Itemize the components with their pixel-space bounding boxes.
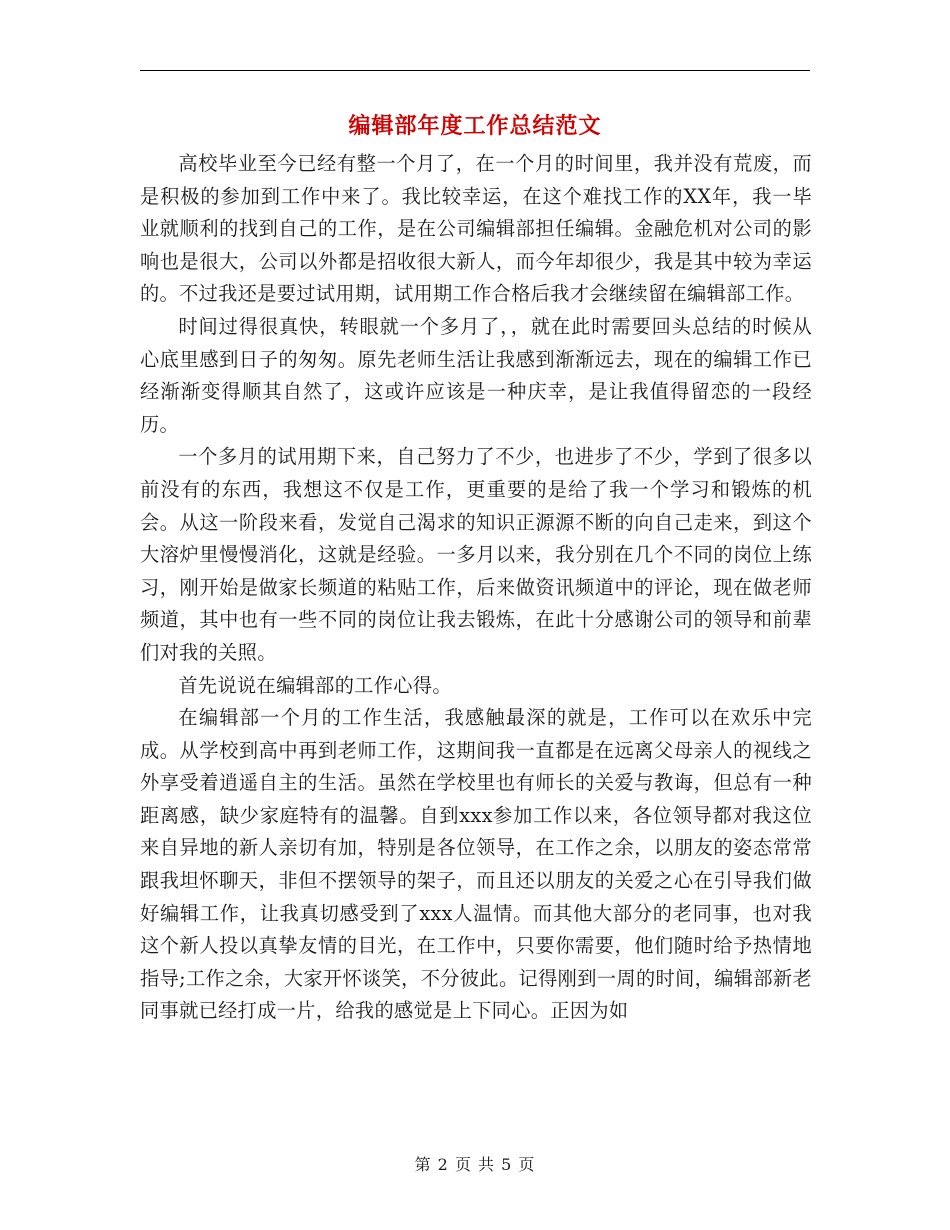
paragraph-4: 首先说说在编辑部的工作心得。	[178, 673, 452, 697]
document-title: 编辑部年度工作总结范文	[348, 113, 602, 139]
page-number: 第 2 页 共 5 页	[414, 1155, 536, 1174]
paragraph-2: 时间过得很真快，转眼就一个多月了，，就在此时需要回头总结的时候从心底里感到日子的匆匆。原先老师生活让我感到渐渐远去，现在的编辑工作已经渐渐变得顺其自然了，这或许应该是一种庆幸，是让我值得留恋的一段经历。	[140, 314, 812, 436]
paragraph-3: 一个多月的试用期下来，自己努力了不少，也进步了不少，学到了很多以前没有的东西，我想这不仅是工作，更重要的是给了我一个学习和锻炼的机会。从这一阶段来看，发觉自己渴求的知识正源源不断的向自己走来，到这个大溶炉里慢慢消化，这就是经验。一多月以来，我分别在几个不同的岗位上练习，刚开始是做家长频道的粘贴工作，后来做资讯频道中的评论，现在做老师频道，其中也有一些不同的岗位让我去锻炼，在此十分感谢公司的领导和前辈们对我的关照。	[140, 445, 812, 664]
paragraph-1: 高校毕业至今已经有整一个月了，在一个月的时间里，我并没有荒废，而是积极的参加到工作中来了。我比较幸运，在这个难找工作的XX年，我一毕业就顺利的找到自己的工作，是在公司编辑部担任编辑。金融危机对公司的影响也是很大，公司以外都是招收很大新人，而今年却很少，我是其中较为幸运的。不过我还是要过试用期，试用期工作合格后我才会继续留在编辑部工作。	[140, 152, 812, 306]
document-body	[140, 148, 812, 1028]
paragraph-5: 在编辑部一个月的工作生活，我感触最深的就是，工作可以在欢乐中完成。从学校到高中再到老师工作，这期间我一直都是在远离父母亲人的视线之外享受着逍遥自主的生活。虽然在学校里也有师长的关爱与教诲，但总有一种距离感，缺少家庭特有的温馨。自到xxx参加工作以来，各位领导都对我这位来自异地的新人亲切有加，特别是各位领导，在工作之余，以朋友的姿态常常跟我坦怀聊天，非但不摆领导的架子，而且还以朋友的关爱之心在引导我们做好编辑工作，让我真切感受到了xxx人温情。而其他大部分的老同事，也对我这个新人投以真挚友情的目光，在工作中，只要你需要，他们随时给予热情地指导;工作之余，大家开怀谈笑，不分彼此。记得刚到一周的时间，编辑部新老同事就已经打成一片，给我的感觉是上下同心。正因为如	[140, 706, 812, 1023]
header-rule	[140, 70, 810, 71]
